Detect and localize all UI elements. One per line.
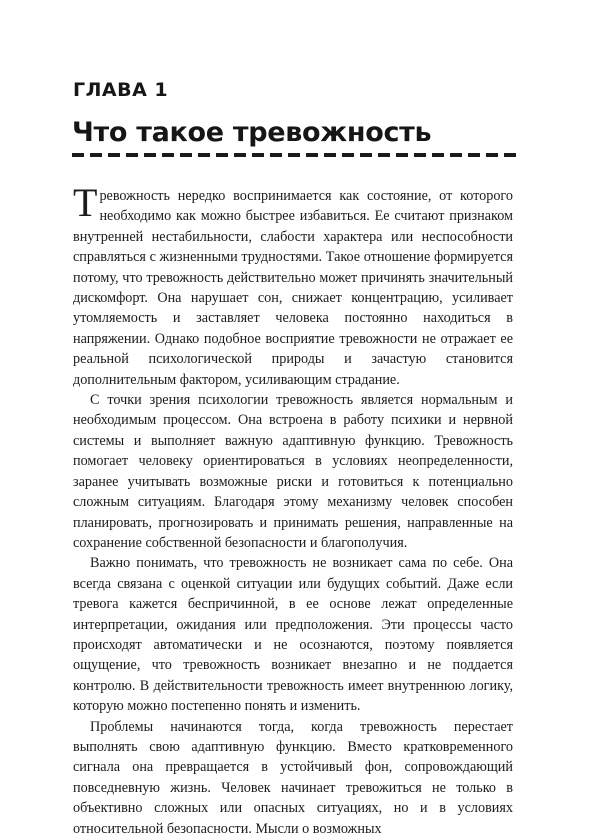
paragraph-1 bbox=[73, 180, 513, 390]
paragraph-2: С точки зрения психологии тревожность является нормальным и необходимым процессом. Она встроена в работу психики и нервной системы и выполняет важную адаптивную функцию. Тревожность помогает человеку ориентироваться в условиях неопределенности, заранее учитывать возможные риски и готовиться к потенциально сложным ситуациям. Благодаря этому механизму человек способен планировать, прогнозировать и принимать решения, направленные на сохранение собственной безопасности и благополучия. bbox=[73, 392, 513, 551]
drop-cap: Т bbox=[73, 180, 98, 225]
chapter-title: Что такое тревожность bbox=[72, 117, 432, 148]
chapter-label: ГЛАВА 1 bbox=[73, 79, 169, 101]
chapter-body bbox=[73, 180, 513, 839]
title-dashed-rule bbox=[72, 153, 522, 157]
paragraph-3: Важно понимать, что тревожность не возникает сама по себе. Она всегда связана с оценкой ситуации или будущих событий. Даже если тревога кажется беспричинной, в ее основе лежат определенные интерпретации, ожидания или предположения. Эти процессы часто происходят автоматически и не осознаются, поэтому появляется ощущение, что тревожность возникает внезапно и не поддается контролю. В действительности тревожность имеет внутреннюю логику, которую можно постепенно понять и изменить. bbox=[73, 555, 513, 715]
paragraph-4: Проблемы начинаются тогда, когда тревожность перестает выполнять свою адаптивную функцию. Вместо кратковременного сигнала она превращается в устойчивый фон, сопровождающий повседневную жизнь. Человек начинает тревожиться не только в объективно сложных или опасных ситуациях, но и в условиях относительной безопасности. Мысли о возможных bbox=[73, 718, 513, 837]
paragraph-1-text: ревожность нередко воспринимается как состояние, от которого необходимо как можно быстрее избавиться. Ее считают признаком внутренней нестабильности, слабости характера или неспособности справляться с жизненными трудностями. Такое отношение формируется потому, что тревожность действительно может причинять значительный дискомфорт. Она нарушает сон, снижает концентрацию, усиливает утомляемость и заставляет человека постоянно находиться в напряжении. Однако подобное восприятие тревожности не отражает ее реальной психологической природы и зачастую становится дополнительным фактором, усиливающим страдание. bbox=[73, 188, 513, 388]
